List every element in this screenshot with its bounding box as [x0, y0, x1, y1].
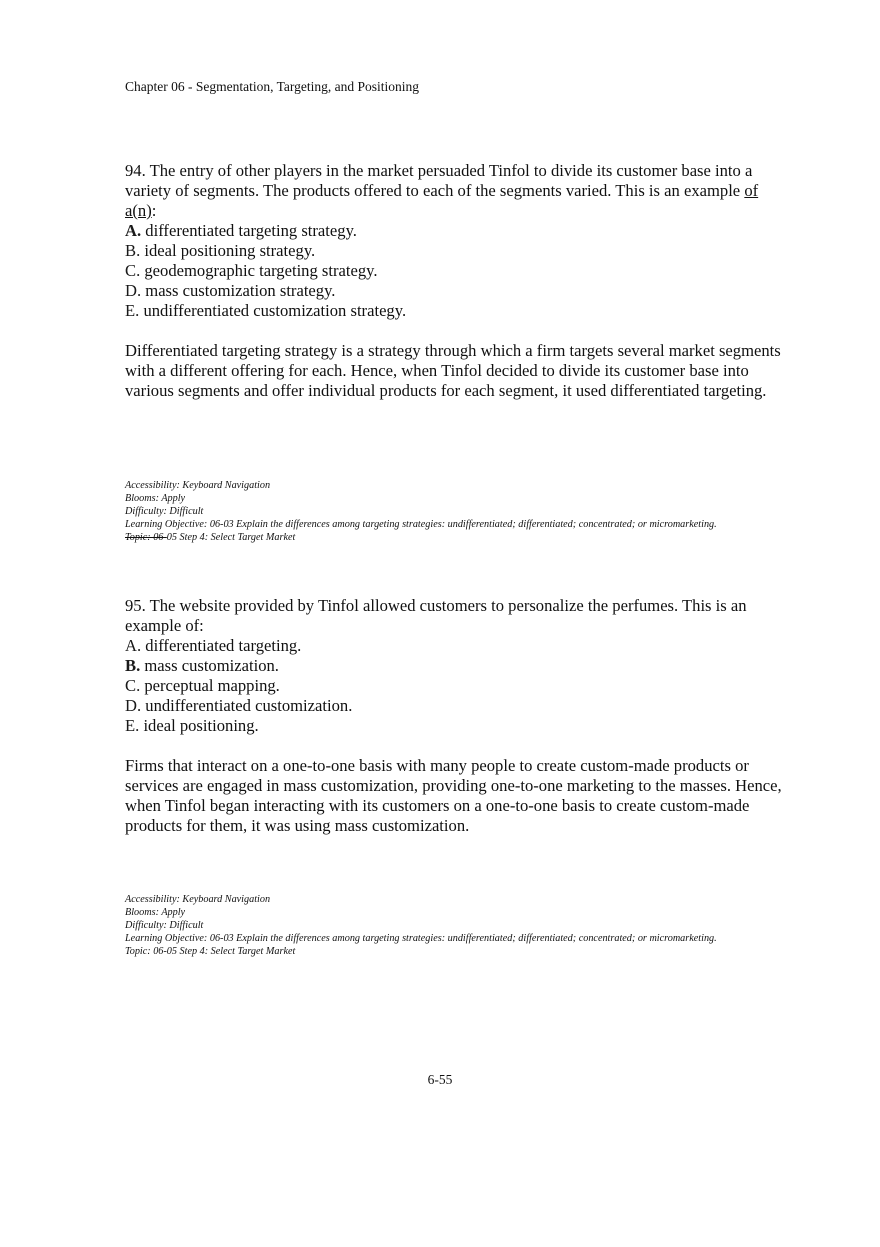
underlined-text: of a(n)	[125, 181, 759, 220]
question-95-metadata	[125, 893, 765, 958]
meta-topic: Topic: 06-05 Step 4: Select Target Market	[125, 946, 296, 957]
meta-accessibility: Accessibility: Keyboard Navigation	[125, 480, 271, 491]
answer-explanation: Differentiated targeting strategy is a strategy through which a firm targets several market segments with a different offering for each. Hence, when Tinfol decided to divide its customer base into various segments and offer individual products for each segment, it used differentiated targeting.	[125, 341, 781, 400]
meta-blooms: Blooms: Apply	[125, 493, 186, 504]
meta-difficulty: Difficulty: Difficult	[125, 506, 204, 517]
answer-choice-b: B. ideal positioning strategy.	[125, 241, 316, 260]
page-number: 6-55	[427, 1072, 453, 1087]
question-stem: 95. The website provided by Tinfol allowed customers to personalize the perfumes. This is an example of:	[125, 596, 747, 635]
answer-choice-c: C. geodemographic targeting strategy.	[125, 261, 378, 280]
question-94-metadata	[125, 479, 765, 544]
meta-blooms: Blooms: Apply	[125, 907, 186, 918]
answer-choice-d: D. mass customization strategy.	[125, 281, 336, 300]
meta-accessibility: Accessibility: Keyboard Navigation	[125, 894, 271, 905]
answer-choice-d: D. undifferentiated customization.	[125, 696, 353, 715]
question-94	[125, 161, 785, 401]
answer-choice-b: B. mass customization.	[125, 656, 279, 675]
chapter-header: Chapter 06 - Segmentation, Targeting, and Positioning	[125, 79, 420, 94]
answer-choice-e: E. undifferentiated customization strategy.	[125, 301, 407, 320]
answer-choice-a: A. differentiated targeting strategy.	[125, 221, 357, 240]
meta-difficulty: Difficulty: Difficult	[125, 920, 204, 931]
question-95	[125, 596, 785, 836]
answer-choice-a: A. differentiated targeting.	[125, 636, 302, 655]
answer-explanation: Firms that interact on a one-to-one basis with many people to create custom-made products or services are engaged in mass customization, providing one-to-one marketing to the masses. Hence, when Tinfol began interacting with its customers on a one-to-one basis to create custom-made products for them, it was using mass customization.	[125, 756, 782, 835]
meta-learning-objective: Learning Objective: 06-03 Explain the differences among targeting strategies: undifferentiated; differentiated; concentrated; or micromarketing.	[125, 933, 717, 944]
meta-topic: Topic: 06-05 Step 4: Select Target Market	[125, 532, 296, 543]
meta-learning-objective: Learning Objective: 06-03 Explain the differences among targeting strategies: undifferentiated; differentiated; concentrated; or micromarketing.	[125, 519, 717, 530]
question-stem: 94. The entry of other players in the market persuaded Tinfol to divide its customer base into a variety of segments. The products offered to each of the segments varied. This is an example of a(n):	[125, 161, 759, 220]
answer-choice-e: E. ideal positioning.	[125, 716, 259, 735]
answer-choice-c: C. perceptual mapping.	[125, 676, 280, 695]
